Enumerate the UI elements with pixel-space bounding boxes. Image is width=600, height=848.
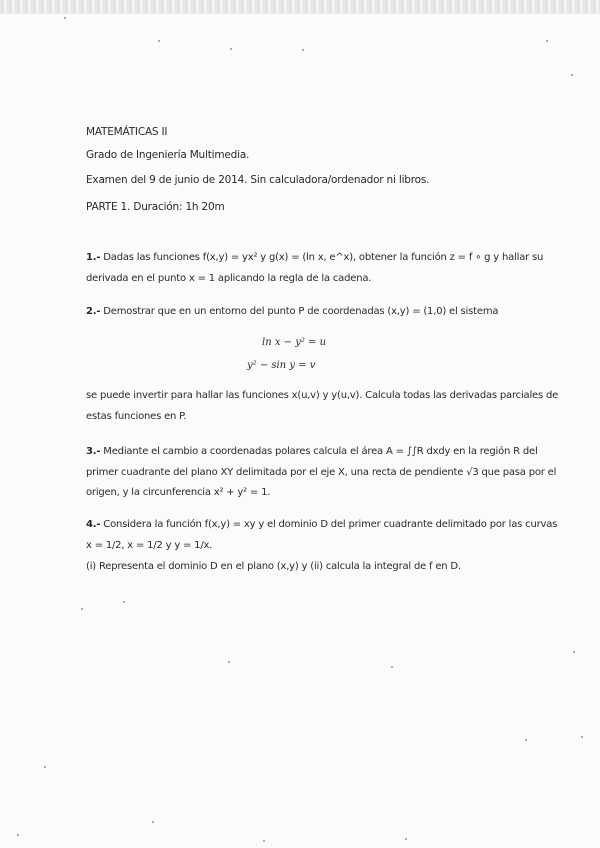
- problem-2-number: 2.-: [86, 306, 101, 317]
- problem-2-line-1: Demostrar que en un entorno del punto P de coordenadas (x,y) = (1,0) el sistema: [103, 306, 499, 317]
- scan-speck: [44, 766, 46, 768]
- problem-2-line-2: se puede invertir para hallar las funciones x(u,v) y y(u,v). Calcula todas las derivadas parciales de: [86, 390, 559, 401]
- scan-speck: [228, 661, 230, 663]
- scan-speck: [230, 48, 232, 50]
- scan-speck: [263, 840, 265, 842]
- scan-speck: [17, 834, 19, 836]
- problem-2-equation-1: ln x − y² = u: [262, 337, 327, 348]
- scan-speck: [391, 666, 393, 668]
- scan-speck: [81, 608, 83, 610]
- problem-4-number: 4.-: [86, 519, 101, 530]
- scan-speck: [573, 651, 575, 653]
- scan-top-border: [0, 0, 600, 14]
- problem-3-line-2: primer cuadrante del plano XY delimitada por el eje X, una recta de pendiente √3 que pasa por el: [86, 467, 557, 478]
- scan-speck: [405, 838, 407, 840]
- problem-2: [86, 306, 554, 319]
- problem-4-line-1: Considera la función f(x,y) = xy y el dominio D del primer cuadrante delimitado por las curvas: [103, 519, 558, 530]
- problem-4-line-3: (i) Representa el dominio D en el plano (x,y) y (ii) calcula la integral de f en D.: [86, 561, 461, 572]
- problem-2-line-3: estas funciones en P.: [86, 411, 187, 422]
- problem-4: [86, 519, 558, 532]
- problem-1-line-1: Dadas las funciones f(x,y) = yx² y g(x) = (ln x, e^x), obtener la función z = f ∘ g y hallar su: [103, 252, 544, 263]
- problem-4-line-2: x = 1/2, x = 1/2 y y = 1/x.: [86, 540, 213, 551]
- problem-3-line-1: Mediante el cambio a coordenadas polares calcula el área A = ∫∫R dxdy en la región R del: [103, 446, 538, 457]
- scan-speck: [546, 40, 548, 42]
- problem-1-line-2: derivada en el punto x = 1 aplicando la regla de la cadena.: [86, 273, 372, 284]
- scan-speck: [581, 736, 583, 738]
- scan-speck: [64, 17, 66, 19]
- scan-speck: [302, 49, 304, 51]
- problem-3-line-3: origen, y la circunferencia x² + y² = 1.: [86, 487, 271, 498]
- exam-info: Examen del 9 de junio de 2014. Sin calculadora/ordenador ni libros.: [86, 174, 430, 186]
- problem-3-number: 3.-: [86, 446, 101, 457]
- scan-speck: [525, 739, 527, 741]
- course-title: MATEMÁTICAS II: [86, 126, 168, 138]
- problem-1-number: 1.-: [86, 252, 101, 263]
- problem-2-equation-2: y² − sin y = v: [247, 360, 316, 371]
- problem-3: [86, 446, 554, 459]
- part-title: PARTE 1. Duración: 1h 20m: [86, 201, 225, 213]
- scan-speck: [158, 40, 160, 42]
- problem-1: [86, 252, 554, 265]
- scan-speck: [123, 601, 125, 603]
- scan-speck: [152, 821, 154, 823]
- scan-speck: [571, 74, 573, 76]
- degree-name: Grado de Ingeniería Multimedia.: [86, 149, 250, 161]
